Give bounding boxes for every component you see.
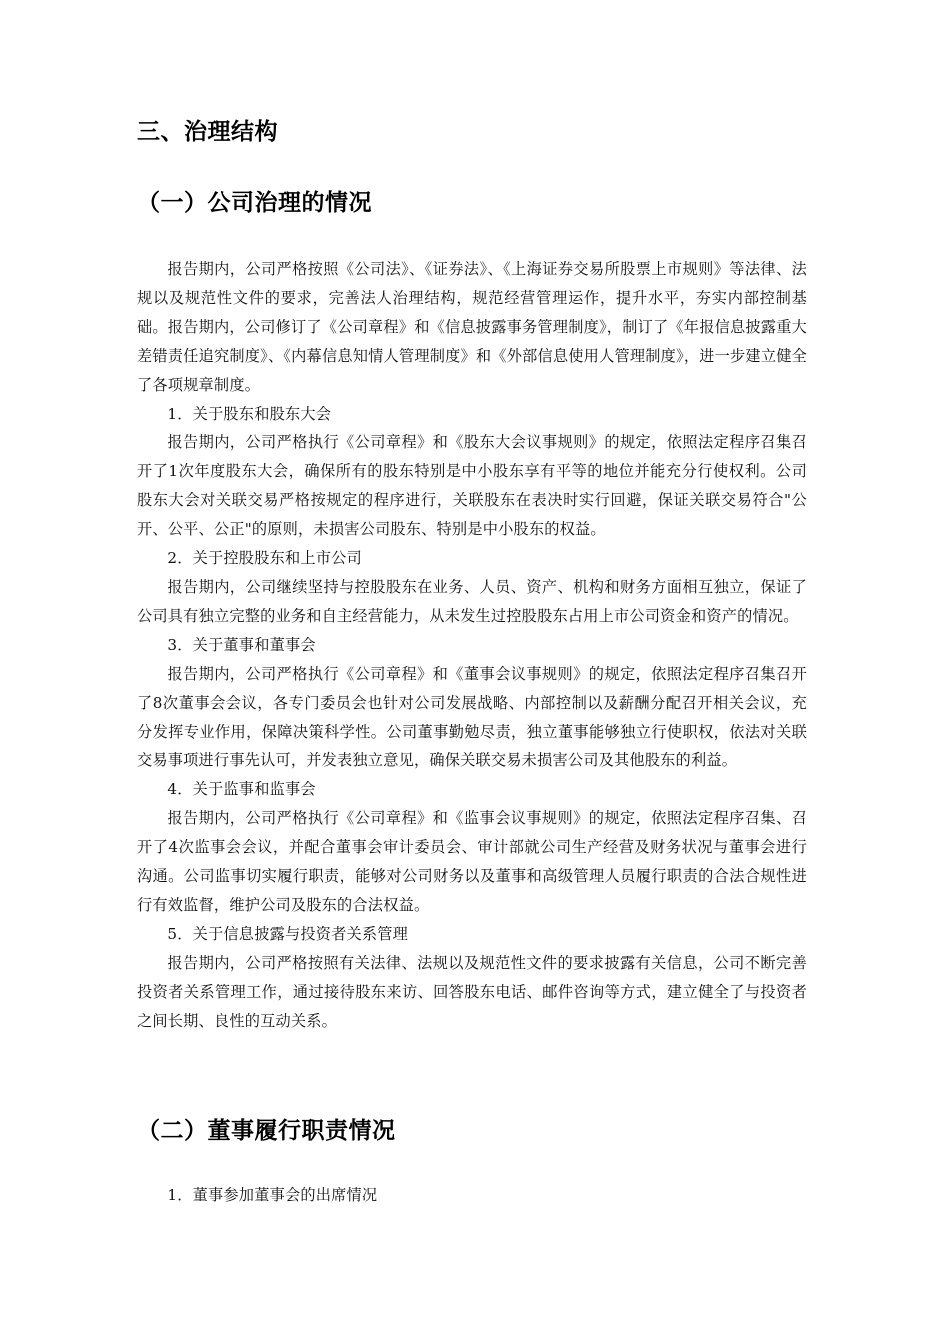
- item-3-paragraph: 报告期内，公司严格执行《公司章程》和《董事会议事规则》的规定，依照法定程序召集召开了8次董事会会议，各专门委员会也针对公司发展战略、内部控制以及薪酬分配召开相关会议，充分发挥专业作用，保障决策科学性。公司董事勤勉尽责，独立董事能够独立行使职权，依法对关联交易事项进行事先认可，并发表独立意见，确保关联交易未损害公司及其他股东的利益。: [137, 664, 807, 770]
- item-1-title: 1．关于股东和股东大会: [167, 404, 332, 423]
- item-1-paragraph: 报告期内，公司严格执行《公司章程》和《股东大会议事规则》的规定，依照法定程序召集召开了1次年度股东大会，确保所有的股东特别是中小股东享有平等的地位并能充分行使权利。公司股东大会对关联交易严格按规定的程序进行，关联股东在表决时实行回避，保证关联交易符合"公开、公平、公正"的原则，未损害公司股东、特别是中小股东的权益。: [137, 433, 807, 539]
- part1-heading: （一）公司治理的情况: [137, 190, 372, 216]
- part2-heading: （二）董事履行职责情况: [137, 1118, 396, 1144]
- item-3-title: 3．关于董事和董事会: [167, 635, 316, 654]
- item-2-paragraph: 报告期内，公司继续坚持与控股股东在业务、人员、资产、机构和财务方面相互独立，保证了公司具有独立完整的业务和自主经营能力，从未发生过控股股东占用上市公司资金和资产的情况。: [137, 577, 807, 625]
- item-5-title: 5．关于信息披露与投资者关系管理: [167, 924, 409, 943]
- item-2-title: 2．关于控股股东和上市公司: [167, 549, 362, 568]
- item-5-paragraph: 报告期内，公司严格按照有关法律、法规以及规范性文件的要求披露有关信息，公司不断完善投资者关系管理工作，通过接待股东来访、回答股东电话、邮件咨询等方式，建立健全了与投资者之间长期、良性的互动关系。: [137, 953, 807, 1030]
- item-4-paragraph: 报告期内，公司严格执行《公司章程》和《监事会议事规则》的规定，依照法定程序召集、召开了4次监事会会议，并配合董事会审计委员会、审计部就公司生产经营及财务状况与董事会进行沟通。公司监事切实履行职责，能够对公司财务以及董事和高级管理人员履行职责的合法合规性进行有效监督，维护公司及股东的合法权益。: [137, 809, 807, 914]
- part2-sub-item: 1．董事参加董事会的出席情况: [167, 1186, 378, 1204]
- section-title: 三、治理结构: [137, 119, 278, 145]
- part1-body: [137, 255, 807, 1035]
- intro-paragraph: 报告期内，公司严格按照《公司法》、《证券法》、《上海证券交易所股票上市规则》等法律、法规以及规范性文件的要求，完善法人治理结构，规范经营管理运作，提升水平，夯实内部控制基础。报告期内，公司修订了《公司章程》和《信息披露事务管理制度》，制订了《年报信息披露重大差错责任追究制度》、《内幕信息知情人管理制度》和《外部信息使用人管理制度》，进一步建立健全了各项规章制度。: [137, 260, 807, 394]
- item-4-title: 4．关于监事和监事会: [167, 780, 316, 799]
